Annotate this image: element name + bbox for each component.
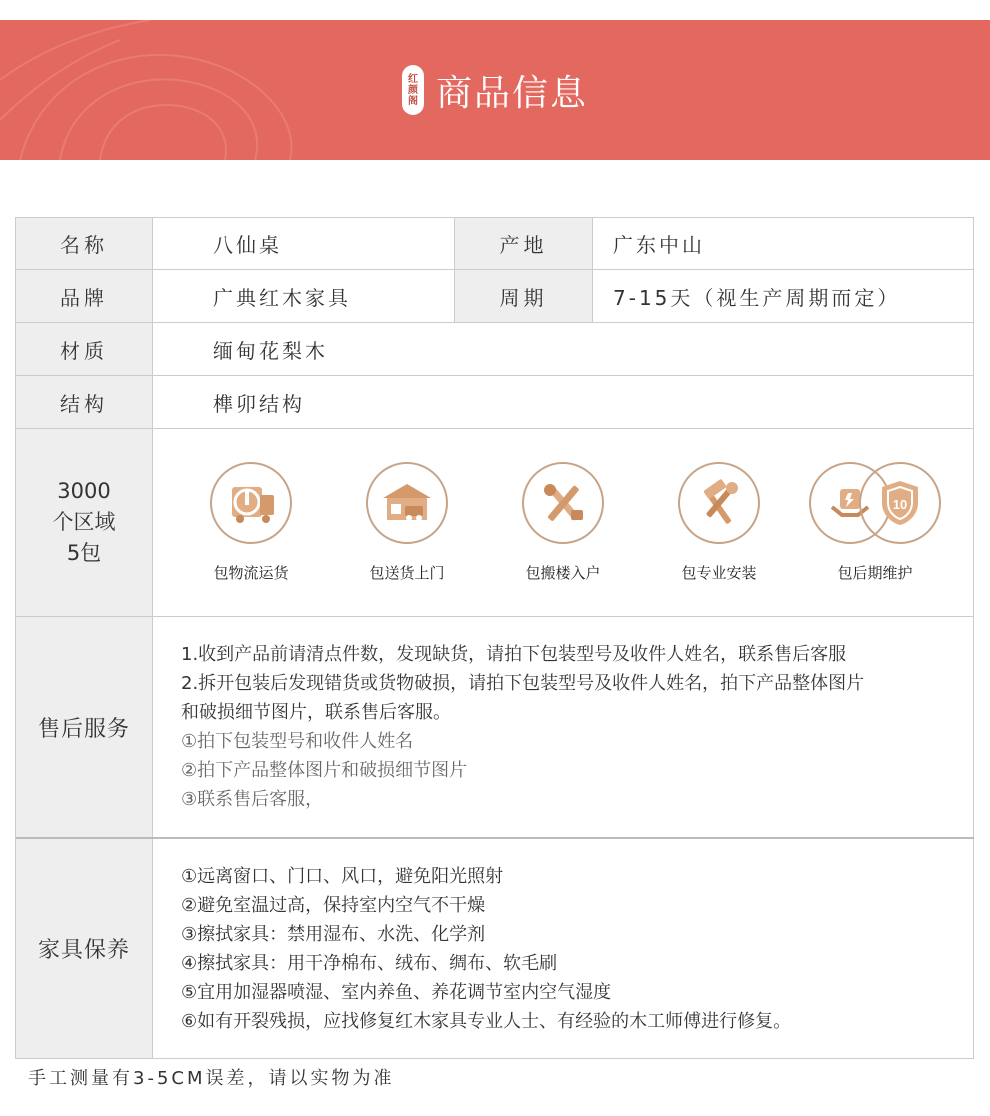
table-row <box>16 376 974 429</box>
service-label: 包搬楼入户 <box>525 564 601 582</box>
after-sales-cell <box>153 617 974 837</box>
services-cell <box>153 429 974 616</box>
tools-icon <box>522 462 604 544</box>
service-item <box>810 462 940 583</box>
service-item <box>342 462 472 583</box>
table-row <box>16 617 974 839</box>
period-label: 周期 <box>455 270 593 322</box>
delivery-van-icon <box>366 462 448 544</box>
warranty-shield-icon <box>859 462 941 544</box>
care-label: 家具保养 <box>16 839 153 1058</box>
seal-char: 阁 <box>407 95 418 107</box>
period-value: 7-15天（视生产周期而定） <box>593 270 974 322</box>
hammer-wrench-icon <box>678 462 760 544</box>
warranty-icon-group <box>809 462 941 544</box>
service-item <box>186 462 316 583</box>
services-label-line: 个区域 <box>52 510 116 534</box>
seal-char: 红 <box>407 73 418 85</box>
shield-number: 10 <box>892 497 908 512</box>
services-label-line: 3000 <box>57 479 111 503</box>
table-row <box>16 218 974 270</box>
care-line: ④擦拭家具：用干净棉布、绒布、绸布、软毛刷 <box>181 952 558 974</box>
table-row <box>16 270 974 323</box>
brand-label: 品牌 <box>16 270 153 322</box>
name-value: 八仙桌 <box>153 218 455 269</box>
care-line: ⑤宜用加湿器喷湿、室内养鱼、养花调节室内空气湿度 <box>181 981 612 1003</box>
after-sales-line: 和破损细节图片，联系售后客服。 <box>181 702 451 723</box>
care-text <box>153 852 791 1046</box>
care-line: ⑥如有开裂残损，应找修复红木家具专业人士、有经验的木工师傅进行修复。 <box>181 1010 792 1032</box>
banner-title <box>0 20 990 160</box>
origin-value: 广东中山 <box>593 218 974 269</box>
after-sales-line: 2.拆开包装后发现错货或货物破损，请拍下包装型号及收件人姓名，拍下产品整体图片 <box>181 673 865 694</box>
after-sales-text <box>153 630 864 824</box>
page-title: 商品信息 <box>435 72 588 114</box>
measurement-note: 手工测量有3-5CM误差，请以实物为准 <box>28 1068 395 1089</box>
services-label-line: 5包 <box>66 541 102 565</box>
after-sales-subline: ②拍下产品整体图片和破损细节图片 <box>181 760 468 781</box>
services-list <box>153 462 973 583</box>
after-sales-label: 售后服务 <box>16 617 153 837</box>
after-sales-line: 1.收到产品前请清点件数，发现缺货，请拍下包装型号及收件人姓名，联系售后客服 <box>181 644 847 665</box>
service-label: 包后期维护 <box>837 564 913 582</box>
service-label: 包物流运货 <box>213 564 289 582</box>
truck-icon <box>210 462 292 544</box>
brand-value: 广典红木家具 <box>153 270 455 322</box>
seal-char: 颜 <box>407 84 418 96</box>
material-value: 缅甸花梨木 <box>153 323 974 375</box>
services-label <box>16 429 153 616</box>
seal-logo <box>402 65 424 115</box>
care-line: ③擦拭家具：禁用湿布、水洗、化学剂 <box>181 923 486 945</box>
service-item <box>654 462 784 583</box>
header-banner <box>0 20 990 160</box>
product-info-table <box>15 217 974 1059</box>
material-label: 材质 <box>16 323 153 375</box>
after-sales-subline: ③联系售后客服， <box>181 789 324 810</box>
table-row <box>16 429 974 617</box>
service-item <box>498 462 628 583</box>
care-line: ②避免室温过高，保持室内空气不干燥 <box>181 894 486 916</box>
name-label: 名称 <box>16 218 153 269</box>
table-row <box>16 839 974 1059</box>
service-label: 包专业安装 <box>681 564 757 582</box>
after-sales-subline: ①拍下包装型号和收件人姓名 <box>181 731 414 752</box>
table-row <box>16 323 974 376</box>
origin-label: 产地 <box>455 218 593 269</box>
service-label: 包送货上门 <box>369 564 445 582</box>
care-cell <box>153 839 974 1058</box>
structure-label: 结构 <box>16 376 153 428</box>
structure-value: 榫卯结构 <box>153 376 974 428</box>
care-line: ①远离窗口、门口、风口，避免阳光照射 <box>181 865 504 887</box>
